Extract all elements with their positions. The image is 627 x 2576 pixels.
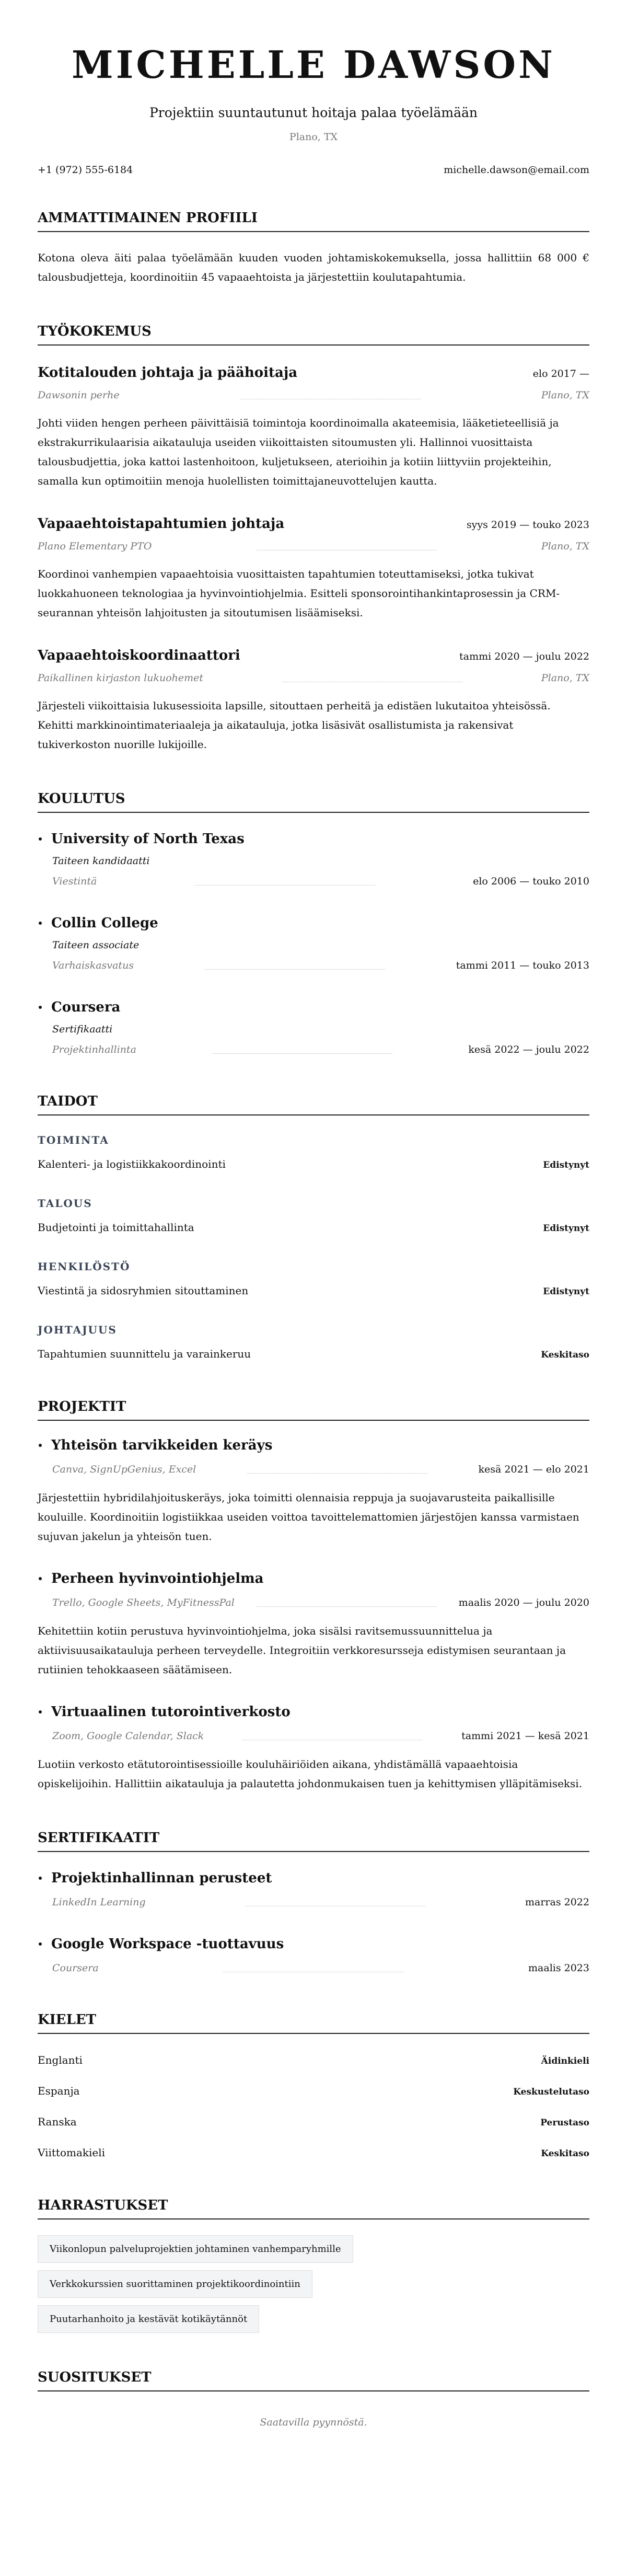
dotted-leader — [240, 398, 421, 399]
location: Plano, TX — [289, 131, 338, 143]
email: michelle.dawson@email.com — [444, 164, 589, 176]
company: Paikallinen kirjaston lukuohemet — [38, 672, 204, 684]
company: Dawsonin perhe — [38, 389, 120, 401]
skill-level: Edistynyt — [543, 1223, 589, 1234]
job-description: Johti viiden hengen perheen päivittäisiä toimintoja koordinoimalla akateemisia, lääketieteellisiä ja ekstrakurrikulaarisia aikatauluja useiden viikoittaisten sitoumusten yli. Hallinnoi vuosittaista talousbudjettia, joka kattoi lastenhoitoon, kuljetukseen, aterioihin ja kotiin liittyviin projekteihin, samalla kun optimoitiin menoja huolellisten toimittajaneuvottelujen kautta. — [38, 417, 559, 487]
interest-list — [38, 2235, 589, 2333]
headline: Projektiin suuntautunut hoitaja palaa työelämään — [149, 105, 478, 120]
job-title: Vapaaehtoistapahtumien johtaja — [38, 516, 285, 532]
project-entry — [38, 1436, 589, 1546]
bullet-icon — [39, 1006, 42, 1009]
interest-tag: Verkkokurssien suorittaminen projektikoordinointiin — [38, 2270, 312, 2298]
job-entry — [38, 515, 589, 623]
certification-date: marras 2022 — [525, 1896, 589, 1908]
profile-text: Kotona oleva äiti palaa työelämään kuuden vuoden johtamiskokemuksella, jossa hallittiin 68 000 € talousbudjetteja, koordinoitiin 45 vapaaehtoista ja järjestettiin koulutapahtumia. — [38, 251, 589, 283]
skill-level: Edistynyt — [543, 1286, 589, 1297]
certification-entry — [38, 1935, 589, 1975]
issuer: Coursera — [52, 1962, 99, 1974]
project-entry — [38, 1570, 589, 1680]
skill-level: Keskitaso — [541, 1350, 589, 1360]
certification-title: Google Workspace -tuottavuus — [51, 1936, 284, 1952]
job-entry — [38, 364, 589, 491]
skill-group — [38, 1322, 589, 1362]
dotted-leader — [257, 549, 437, 550]
section-title: HARRASTUKSET — [38, 2196, 589, 2220]
job-dates: elo 2017 — — [532, 368, 589, 380]
job-location: Plano, TX — [541, 389, 589, 401]
section-title: KIELET — [38, 2011, 589, 2034]
project-description: Kehitettiin kotiin perustuva hyvinvointiohjelma, joka sisälsi ravitsemussuunnittelua ja aktiivisuusaikatauluja perheen terveydelle. Integroitiin verkkoresursseja edistymisen seurantaan ja rutiinien tehokkaaseen säätämiseen. — [38, 1625, 566, 1676]
certification-entry — [38, 1869, 589, 1910]
language-name: Viittomakieli — [38, 2146, 106, 2159]
dotted-leader — [195, 884, 375, 886]
certification-date: maalis 2023 — [528, 1962, 589, 1974]
section-title: KOULUTUS — [38, 790, 589, 813]
job-dates: syys 2019 — touko 2023 — [466, 519, 589, 531]
job-location: Plano, TX — [541, 540, 589, 552]
job-entry — [38, 647, 589, 754]
language-name: Englanti — [38, 2054, 83, 2066]
edu-dates: kesä 2022 — joulu 2022 — [468, 1044, 589, 1055]
dotted-leader — [242, 1739, 423, 1740]
edu-dates: tammi 2011 — touko 2013 — [456, 960, 589, 971]
bullet-icon — [39, 1942, 42, 1946]
skill-group-label: HENKILÖSTÖ — [38, 1260, 131, 1273]
contact-row — [38, 163, 589, 177]
profile-section — [38, 209, 589, 287]
dotted-leader — [212, 1053, 392, 1054]
interest-tag: Puutarhanhoito ja kestävät kotikäytännöt — [38, 2305, 259, 2333]
skill-group-label: TOIMINTA — [38, 1134, 109, 1146]
language-row — [38, 2084, 589, 2099]
language-name: Espanja — [38, 2085, 80, 2097]
section-title: SERTIFIKAATIT — [38, 1829, 589, 1852]
project-title: Yhteisön tarvikkeiden keräys — [51, 1438, 273, 1453]
dotted-leader — [247, 1473, 427, 1474]
dotted-leader — [257, 1606, 437, 1607]
language-level: Perustaso — [540, 2118, 589, 2128]
education-entry — [38, 914, 589, 973]
education-section — [38, 790, 589, 1057]
dotted-leader — [223, 1971, 403, 1972]
skill-name: Kalenteri- ja logistiikkakoordinointi — [38, 1158, 226, 1170]
skill-level: Edistynyt — [543, 1160, 589, 1170]
language-level: Äidinkieli — [541, 2056, 589, 2066]
bullet-icon — [39, 1444, 42, 1447]
section-title: SUOSITUKSET — [38, 2368, 589, 2391]
project-entry — [38, 1703, 589, 1793]
bullet-icon — [39, 837, 42, 841]
certification-title: Projektinhallinnan perusteet — [51, 1870, 272, 1886]
dotted-leader — [205, 969, 385, 970]
dotted-leader — [282, 681, 462, 682]
company: Plano Elementary PTO — [38, 540, 152, 552]
project-tools: Trello, Google Sheets, MyFitnessPal — [52, 1597, 235, 1608]
section-title: TYÖKOKEMUS — [38, 323, 589, 346]
field: Varhaiskasvatus — [52, 960, 134, 971]
skills-section — [38, 1092, 589, 1362]
references-section — [38, 2368, 589, 2430]
job-title: Vapaaehtoiskoordinaattori — [38, 648, 240, 663]
job-description: Koordinoi vanhempien vapaaehtoisia vuosittaisten tapahtumien toteuttamiseksi, jotka tukivat luokkahuoneen teknologiaa ja hyvinvointiohjelmia. Esitteli sponsorointihankintaprosessin ja CRM-seurannan yhteisön lahjoitusten ja sitoutumisen lisäämiseksi. — [38, 568, 560, 619]
section-title: TAIDOT — [38, 1092, 589, 1116]
projects-section — [38, 1398, 589, 1793]
degree: Taiteen associate — [52, 939, 140, 951]
school: University of North Texas — [51, 831, 245, 847]
language-row — [38, 2053, 589, 2068]
skill-name: Viestintä ja sidosryhmien sitouttaminen — [38, 1284, 249, 1297]
references-text: Saatavilla pyynnöstä. — [260, 2417, 367, 2428]
phone: +1 (972) 555-6184 — [38, 164, 133, 176]
job-dates: tammi 2020 — joulu 2022 — [459, 651, 589, 662]
candidate-name: MICHELLE DAWSON — [72, 42, 555, 87]
project-description: Luotiin verkosto etätutorointisessioille kouluhäiriöiden aikana, yhdistämällä vapaaehtoisia opiskelijoihin. Hallittiin aikatauluja ja palautetta johdonmukaisen tuen ja kehittymisen ylläpitämiseksi. — [38, 1758, 583, 1790]
languages-section — [38, 2011, 589, 2161]
skill-group — [38, 1133, 589, 1172]
job-location: Plano, TX — [541, 672, 589, 684]
language-name: Ranska — [38, 2115, 77, 2128]
bullet-icon — [39, 1577, 42, 1580]
job-description: Järjesteli viikoittaisia lukusessioita lapsille, sitouttaen perheitä ja edistäen lukutaitoa yhteisössä. Kehitti markkinointimateriaaleja ja aikatauluja, jotka lisäsivät osallistumista ja rakensivat tukiverkoston nuorille lukijoille. — [38, 699, 551, 751]
dotted-leader — [245, 1905, 425, 1906]
education-entry — [38, 998, 589, 1057]
experience-section — [38, 323, 589, 754]
job-title: Kotitalouden johtaja ja päähoitaja — [38, 365, 298, 381]
field: Projektinhallinta — [52, 1044, 136, 1055]
language-level: Keskitaso — [541, 2148, 589, 2159]
skill-name: Budjetointi ja toimittahallinta — [38, 1221, 194, 1234]
degree: Sertifikaatti — [52, 1024, 113, 1035]
skill-name: Tapahtumien suunnittelu ja varainkeruu — [38, 1348, 251, 1360]
project-dates: tammi 2021 — kesä 2021 — [461, 1730, 589, 1742]
issuer: LinkedIn Learning — [52, 1896, 146, 1908]
project-dates: kesä 2021 — elo 2021 — [478, 1464, 589, 1475]
school: Collin College — [51, 915, 158, 931]
language-row — [38, 2145, 589, 2161]
project-dates: maalis 2020 — joulu 2020 — [458, 1597, 589, 1608]
school: Coursera — [51, 999, 121, 1015]
skill-group-label: TALOUS — [38, 1197, 92, 1210]
interest-tag: Viikonlopun palveluprojektien johtaminen vanhemparyhmille — [38, 2235, 353, 2263]
skill-group-label: JOHTAJUUS — [38, 1324, 117, 1336]
resume-header — [38, 44, 589, 177]
degree: Taiteen kandidaatti — [52, 855, 150, 867]
project-title: Virtuaalinen tutorointiverkosto — [51, 1704, 291, 1720]
resume-page — [0, 44, 627, 2492]
bullet-icon — [39, 1877, 42, 1880]
project-tools: Canva, SignUpGenius, Excel — [52, 1464, 196, 1475]
project-tools: Zoom, Google Calendar, Slack — [52, 1730, 204, 1742]
section-title: PROJEKTIT — [38, 1398, 589, 1421]
certifications-section — [38, 1829, 589, 1975]
education-entry — [38, 830, 589, 889]
bullet-icon — [39, 922, 42, 925]
project-title: Perheen hyvinvointiohjelma — [51, 1571, 264, 1586]
language-row — [38, 2114, 589, 2130]
interests-section — [38, 2196, 589, 2333]
project-description: Järjestettiin hybridilahjoituskeräys, joka toimitti olennaisia reppuja ja suojavarusteita paikallisille kouluille. Koordinoitiin logistiikkaa useiden voittoa tavoittelemattomien järjestöjen kanssa varmistaen sujuvan jakelun ja yhteisön tuen. — [38, 1491, 579, 1543]
bullet-icon — [39, 1710, 42, 1714]
edu-dates: elo 2006 — touko 2010 — [473, 876, 589, 887]
section-title: AMMATTIMAINEN PROFIILI — [38, 209, 589, 232]
field: Viestintä — [52, 876, 97, 887]
skill-group — [38, 1259, 589, 1299]
skill-group — [38, 1196, 589, 1236]
language-level: Keskustelutaso — [513, 2087, 589, 2097]
